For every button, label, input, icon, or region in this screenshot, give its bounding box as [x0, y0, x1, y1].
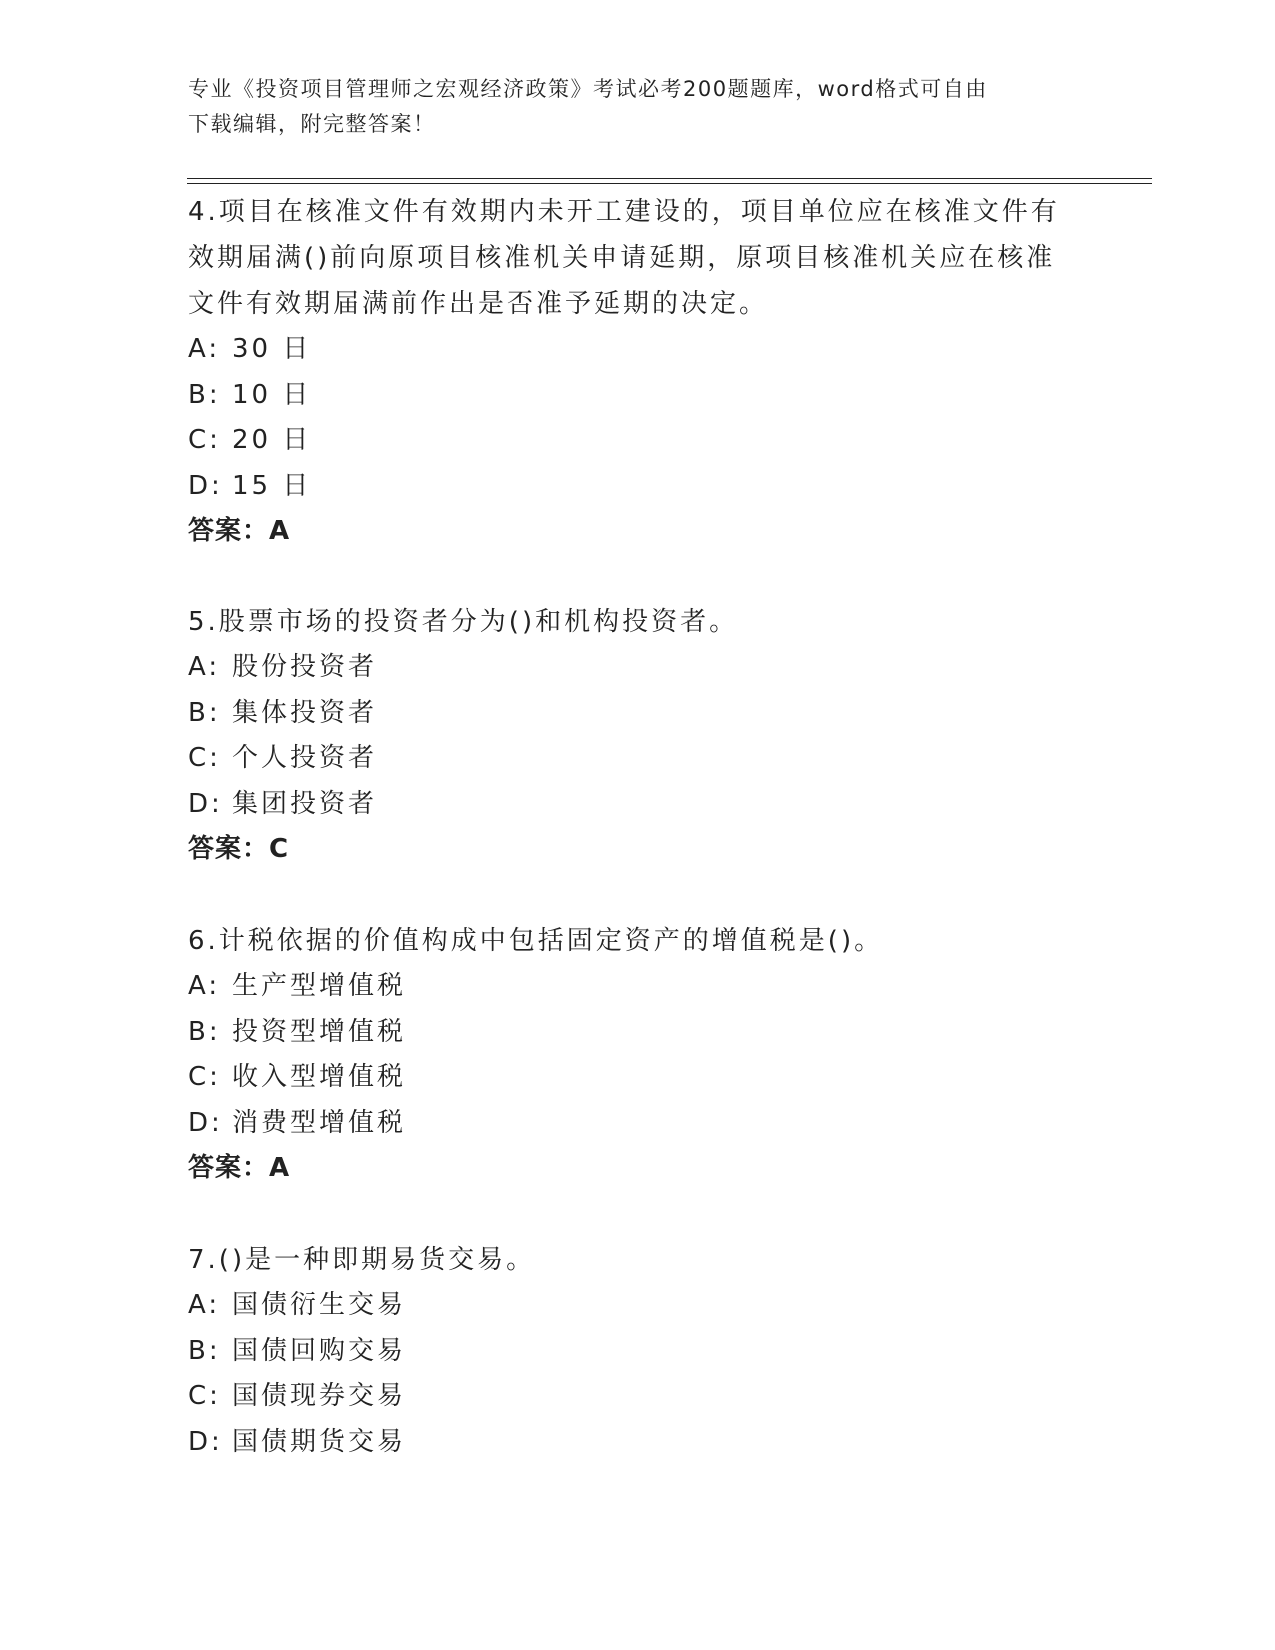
answer-line: 答案：C — [188, 834, 290, 864]
option-key: A: — [188, 334, 221, 364]
option-b — [188, 1329, 1068, 1375]
option-a — [188, 1283, 1068, 1329]
option-key: A: — [188, 971, 221, 1001]
option-key: D: — [188, 1107, 223, 1138]
option-text: 集团投资者 — [232, 788, 378, 819]
option-text: 国债期货交易 — [232, 1426, 407, 1457]
header-divider-top — [187, 178, 1152, 179]
option-c — [188, 736, 1068, 782]
option-a — [188, 964, 1068, 1010]
header-divider-bottom — [187, 183, 1152, 184]
option-text: 个人投资者 — [232, 743, 378, 773]
option-a — [188, 327, 1068, 373]
option-key: C: — [188, 1062, 221, 1092]
option-text: 生产型增值税 — [232, 971, 407, 1001]
option-key: D: — [188, 788, 223, 819]
question-text-line: 7.()是一种即期易货交易。 — [188, 1245, 536, 1275]
question-4 — [188, 189, 1068, 555]
option-b — [188, 373, 1068, 419]
question-5 — [188, 599, 1068, 873]
option-text: 国债回购交易 — [232, 1335, 407, 1366]
question-text-line: 4.项目在核准文件有效期内未开工建设的，项目单位应在核准文件有 — [188, 197, 1060, 227]
question-text-line: 效期届满()前向原项目核准机关申请延期，原项目核准机关应在核准 — [188, 243, 1056, 273]
option-key: A: — [188, 652, 221, 682]
option-text: 消费型增值税 — [232, 1107, 407, 1138]
option-key: C: — [188, 1381, 221, 1411]
option-key: D: — [188, 1426, 223, 1457]
option-key: B: — [188, 1335, 221, 1366]
question-7 — [188, 1237, 1068, 1465]
option-text: 国债现券交易 — [232, 1381, 407, 1411]
answer-line: 答案：A — [188, 1153, 291, 1183]
question-6 — [188, 918, 1068, 1192]
header-line-2: 下载编辑，附完整答案！ — [188, 112, 436, 136]
document-header — [188, 72, 1068, 142]
option-a — [188, 645, 1068, 691]
option-key: C: — [188, 743, 221, 773]
option-c — [188, 1374, 1068, 1420]
option-c — [188, 1055, 1068, 1101]
option-b — [188, 1010, 1068, 1056]
option-key: A: — [188, 1290, 221, 1320]
option-key: B: — [188, 697, 221, 728]
option-text: 股份投资者 — [232, 652, 378, 682]
option-text: 30 日 — [232, 334, 312, 364]
answer-line: 答案：A — [188, 516, 291, 546]
header-line-1: 专业《投资项目管理师之宏观经济政策》考试必考200题题库，word格式可自由 — [188, 77, 988, 101]
option-text: 集体投资者 — [232, 697, 378, 728]
option-text: 投资型增值税 — [232, 1016, 407, 1047]
option-key: B: — [188, 379, 221, 410]
option-d — [188, 464, 1068, 510]
option-key: C: — [188, 425, 221, 455]
option-text: 10 日 — [232, 379, 312, 410]
option-c — [188, 418, 1068, 464]
option-text: 20 日 — [232, 425, 312, 455]
option-b — [188, 691, 1068, 737]
option-d — [188, 1420, 1068, 1466]
question-text-line: 文件有效期届满前作出是否准予延期的决定。 — [188, 289, 769, 319]
option-key: B: — [188, 1016, 221, 1047]
question-text-line: 5.股票市场的投资者分为()和机构投资者。 — [188, 607, 739, 637]
question-text-line: 6.计税依据的价值构成中包括固定资产的增值税是()。 — [188, 926, 884, 956]
option-text: 收入型增值税 — [232, 1062, 407, 1092]
option-d — [188, 1101, 1068, 1147]
option-key: D: — [188, 470, 223, 501]
option-text: 15 日 — [232, 470, 312, 501]
option-d — [188, 782, 1068, 828]
option-text: 国债衍生交易 — [232, 1290, 407, 1320]
